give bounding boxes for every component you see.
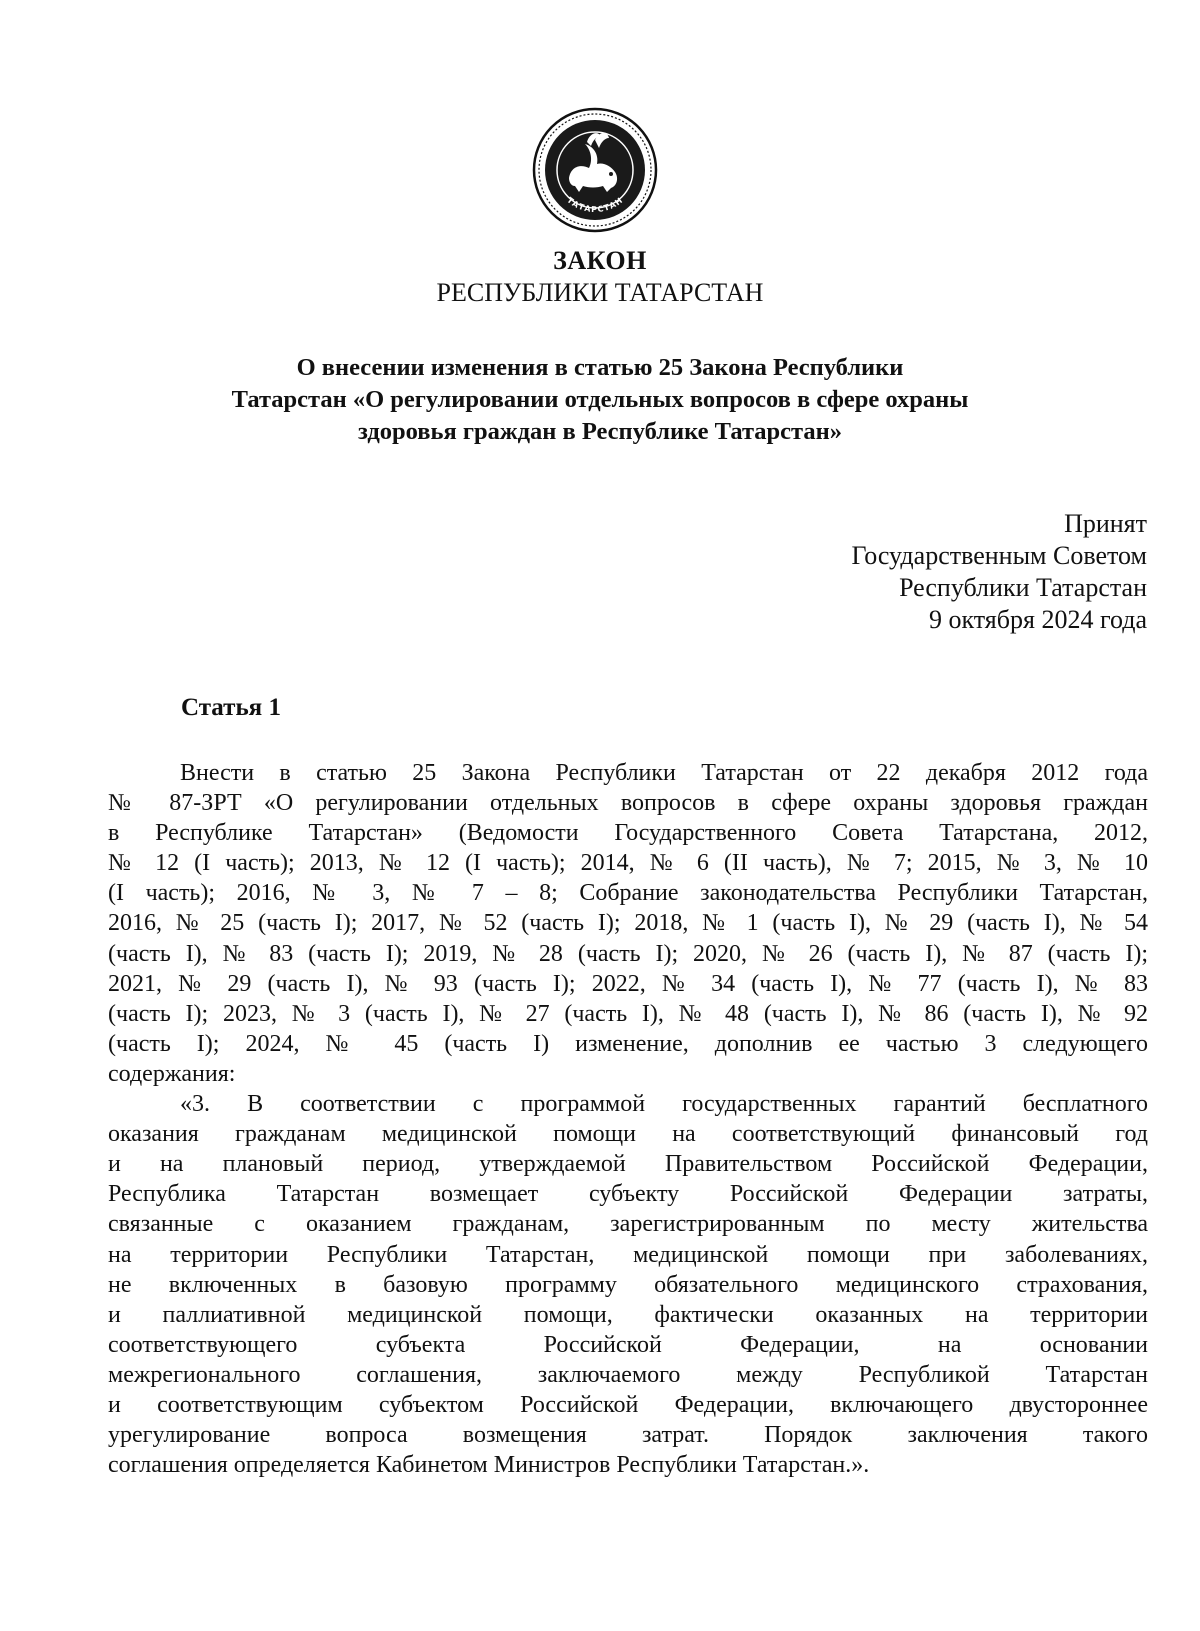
article-line: в Республике Татарстан» (Ведомости Государственного Совета Татарстана, 2012, [108, 820, 1148, 847]
article-line: оказания гражданам медицинской помощи на соответствующий финансовый год [108, 1121, 1148, 1148]
adoption-date: 9 октября 2024 года [929, 605, 1147, 634]
article-line: (часть I), № 83 (часть I); 2019, № 28 (часть I); 2020, № 26 (часть I), № 87 (часть I); [108, 940, 1148, 967]
article-line: Республика Татарстан возмещает субъекту Российской Федерации затраты, [108, 1181, 1148, 1208]
document-subtitle: РЕСПУБЛИКИ ТАТАРСТАН [436, 278, 764, 307]
article-line: и паллиативной медицинской помощи, фактически оказанных на территории [108, 1301, 1148, 1328]
emblem-ring-text: ТАТАРСТАН [565, 195, 625, 215]
article-heading: Статья 1 [181, 694, 281, 721]
article-line: (часть I); 2023, № 3 (часть I), № 27 (часть I), № 48 (часть I), № 86 (часть I), № 92 [108, 1000, 1148, 1027]
article-line: и соответствующим субъектом Российской Федерации, включающего двустороннее [108, 1391, 1148, 1418]
adoption-line: Принят [1064, 509, 1147, 538]
article-line: урегулирование вопроса возмещения затрат. Порядок заключения такого [108, 1422, 1148, 1449]
article-line: (I часть); 2016, № 3, № 7 – 8; Собрание законодательства Республики Татарстан, [108, 880, 1148, 907]
article-line: 2016, № 25 (часть I); 2017, № 52 (часть I); 2018, № 1 (часть I), № 29 (часть I), № 54 [108, 910, 1148, 937]
article-line: содержания: [108, 1060, 236, 1087]
article-line: Внести в статью 25 Закона Республики Татарстан от 22 декабря 2012 года [180, 760, 1148, 786]
article-line: (часть I); 2024, № 45 (часть I) изменение, дополнив ее частью 3 следующего [108, 1030, 1148, 1057]
article-line: на территории Республики Татарстан, медицинской помощи при заболеваниях, [108, 1241, 1148, 1268]
document-title: ЗАКОН [553, 246, 647, 275]
law-title-line: Татарстан «О регулировании отдельных вопросов в сфере охраны [231, 386, 969, 413]
law-title [150, 352, 1050, 448]
adoption-line: Республики Татарстан [899, 573, 1147, 602]
article-line: 2021, № 29 (часть I), № 93 (часть I); 2022, № 34 (часть I), № 77 (часть I), № 83 [108, 970, 1148, 997]
article-line: и на плановый период, утверждаемой Правительством Российской Федерации, [108, 1151, 1148, 1178]
article-line: межрегионального соглашения, заключаемого между Республикой Татарстан [108, 1361, 1148, 1388]
adoption-line: Государственным Советом [851, 541, 1147, 570]
article-line: № 12 (I часть); 2013, № 12 (I часть); 2014, № 6 (II часть), № 7; 2015, № 3, № 10 [108, 850, 1148, 877]
law-title-line: здоровья граждан в Республике Татарстан» [357, 418, 842, 445]
tatarstan-coat-of-arms-icon [531, 106, 659, 234]
article-body [108, 758, 1148, 1480]
article-line: № 87-ЗРТ «О регулировании отдельных вопросов в сфере охраны здоровья граждан [108, 790, 1148, 817]
article-line: не включенных в базовую программу обязательного медицинского страхования, [108, 1271, 1148, 1298]
article-line: соглашения определяется Кабинетом Министров Республики Татарстан.». [108, 1452, 870, 1479]
article-line: связанные с оказанием гражданам, зарегистрированным по месту жительства [108, 1211, 1148, 1238]
article-line: «3. В соответствии с программой государственных гарантий бесплатного [180, 1091, 1148, 1118]
article-line: соответствующего субъекта Российской Федерации, на основании [108, 1331, 1148, 1358]
law-title-line: О внесении изменения в статью 25 Закона Республики [296, 354, 904, 381]
adoption-block [851, 508, 1147, 636]
